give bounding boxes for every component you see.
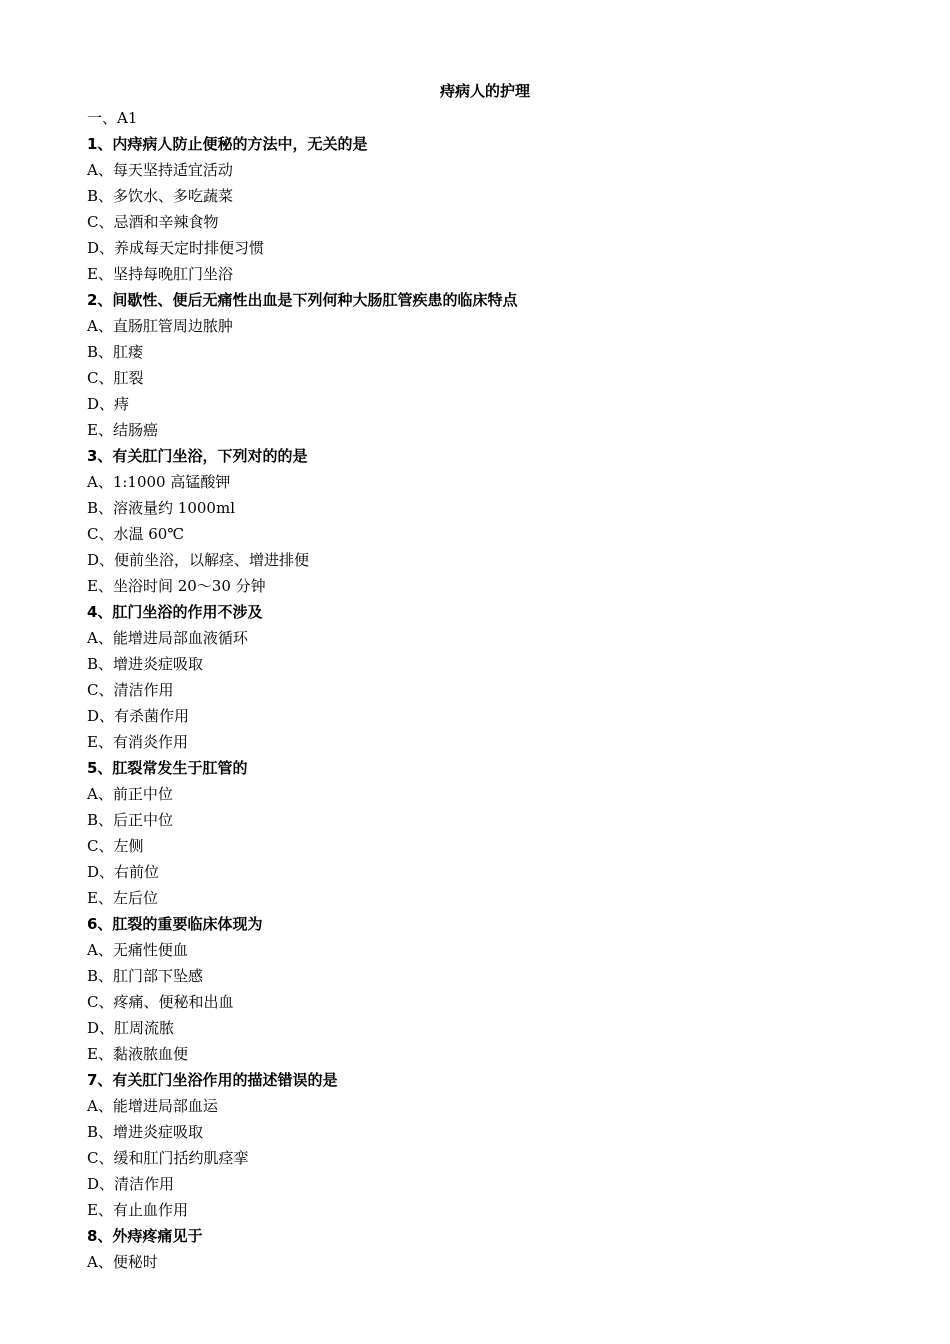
option-e: E、左后位 [87,889,158,907]
option-e: E、黏液脓血便 [87,1045,188,1063]
option-e: E、有止血作用 [87,1201,188,1219]
option-e: E、结肠癌 [87,421,158,439]
option-e: E、坐浴时间 20～30 分钟 [87,577,266,595]
option-c: C、左侧 [87,837,144,855]
option-a: A、1:1000 高锰酸钾 [87,473,231,491]
option-c: C、疼痛、便秘和出血 [87,993,234,1011]
option-c: C、忌酒和辛辣食物 [87,213,219,231]
option-b: B、增进炎症吸取 [87,655,204,673]
option-b: B、增进炎症吸取 [87,1123,204,1141]
question-stem: 2、间歇性、便后无痛性出血是下列何种大肠肛管疾患的临床特点 [87,291,518,309]
option-e: E、坚持每晚肛门坐浴 [87,265,233,283]
option-b: B、溶液量约 1000ml [87,499,235,517]
option-a: A、无痛性便血 [87,941,188,959]
option-a: A、便秘时 [87,1253,158,1271]
question-stem: 6、肛裂的重要临床体现为 [87,915,263,933]
option-d: D、便前坐浴，以解痉、增进排便 [87,551,310,569]
option-b: B、多饮水、多吃蔬菜 [87,187,234,205]
page-title: 痔病人的护理 [439,82,530,100]
question-list [87,105,907,1275]
option-d: D、痔 [87,395,130,413]
option-c: C、水温 60℃ [87,525,185,543]
option-c: C、肛裂 [87,369,144,387]
question-stem: 4、肛门坐浴的作用不涉及 [87,603,263,621]
option-a: A、直肠肛管周边脓肿 [87,317,233,335]
question-stem: 7、有关肛门坐浴作用的描述错误的是 [87,1071,338,1089]
option-a: A、前正中位 [87,785,173,803]
option-b: B、肛门部下坠感 [87,967,204,985]
question-stem: 8、外痔疼痛见于 [87,1227,203,1245]
question-stem: 1、内痔病人防止便秘的方法中，无关的是 [87,135,368,153]
option-d: D、清洁作用 [87,1175,175,1193]
option-a: A、能增进局部血液循环 [87,629,248,647]
section-heading: 一、A1 [87,109,138,127]
option-a: A、能增进局部血运 [87,1097,218,1115]
question-stem: 3、有关肛门坐浴，下列对的的是 [87,447,308,465]
option-a: A、每天坚持适宜活动 [87,161,233,179]
option-d: D、右前位 [87,863,160,881]
option-c: C、缓和肛门括约肌痉挛 [87,1149,249,1167]
option-b: B、后正中位 [87,811,174,829]
option-d: D、养成每天定时排便习惯 [87,239,265,257]
question-stem: 5、肛裂常发生于肛管的 [87,759,248,777]
option-c: C、清洁作用 [87,681,174,699]
option-b: B、肛瘘 [87,343,144,361]
option-e: E、有消炎作用 [87,733,188,751]
option-d: D、肛周流脓 [87,1019,175,1037]
option-d: D、有杀菌作用 [87,707,190,725]
